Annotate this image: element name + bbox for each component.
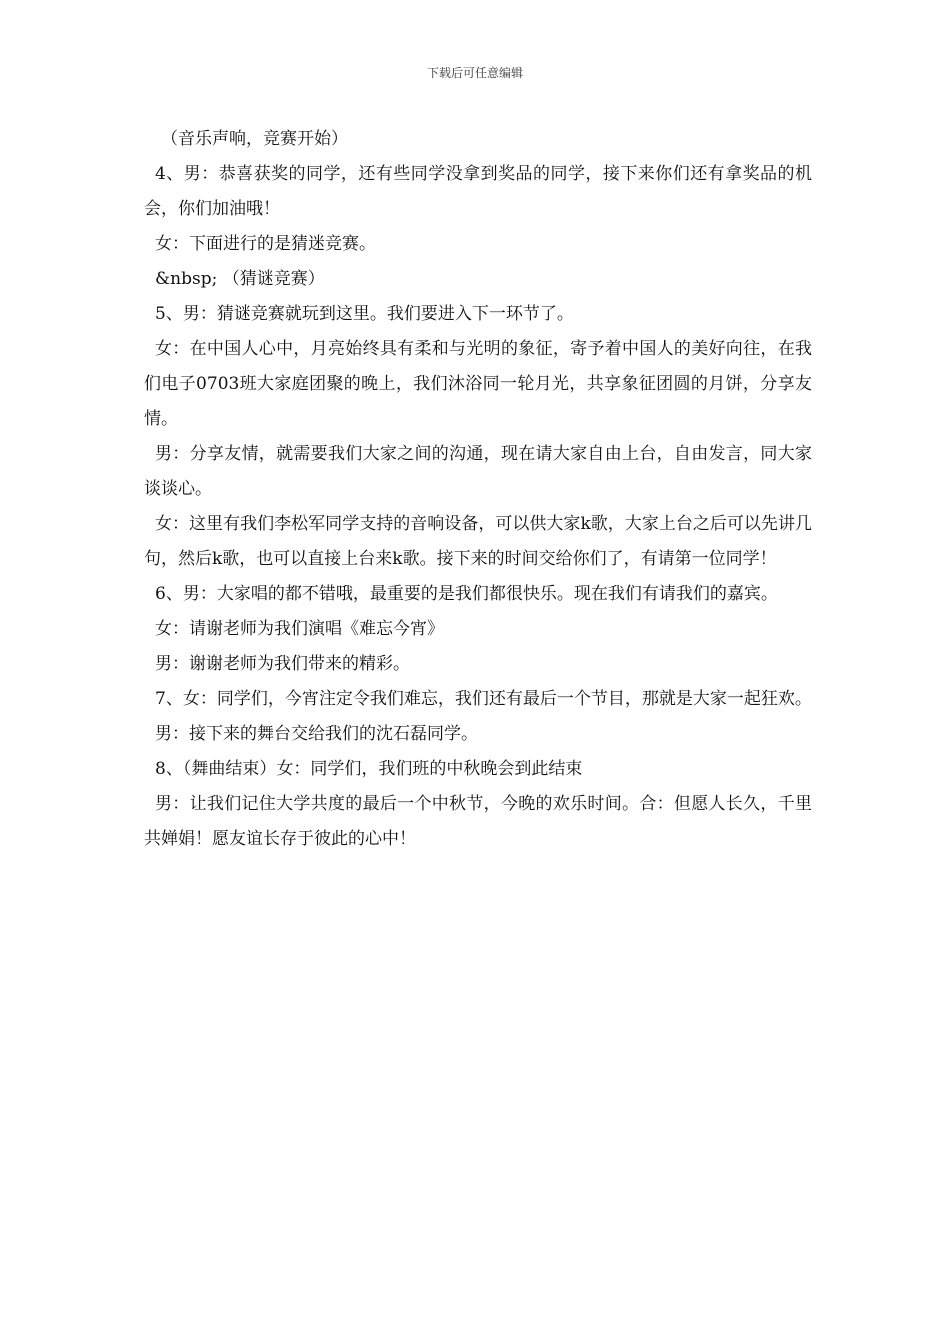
paragraph: 女：下面进行的是猜迷竞赛。 [155, 234, 376, 254]
paragraph: 男：谢谢老师为我们带来的精彩。 [155, 654, 410, 674]
paragraph: &nbsp; （猜谜竞赛） [155, 269, 325, 289]
paragraph: 女：这里有我们李松军同学支持的音响设备，可以供大家k歌，大家上台之后可以先讲几句，然后k歌，也可以直接上台来k歌。接下来的时间交给你们了，有请第一位同学！ [144, 514, 812, 569]
paragraph: 4、男：恭喜获奖的同学，还有些同学没拿到奖品的同学，接下来你们还有拿奖品的机会，你们加油哦！ [144, 164, 812, 219]
paragraph: 6、男：大家唱的都不错哦，最重要的是我们都很快乐。现在我们有请我们的嘉宾。 [155, 584, 778, 604]
page-header-note: 下载后可任意编辑 [426, 66, 523, 80]
paragraph: 男：分享友情，就需要我们大家之间的沟通，现在请大家自由上台，自由发言，同大家谈谈心。 [144, 444, 812, 499]
paragraph: 5、男：猜谜竞赛就玩到这里。我们要进入下一环节了。 [155, 304, 574, 324]
paragraph: 男：让我们记住大学共度的最后一个中秋节，今晚的欢乐时间。合：但愿人长久，千里共婵娟！愿友谊长存于彼此的心中！ [144, 794, 812, 849]
document-body [144, 122, 812, 857]
paragraph: 女：请谢老师为我们演唱《难忘今宵》 [155, 619, 444, 639]
paragraph: 女：在中国人心中，月亮始终具有柔和与光明的象征，寄予着中国人的美好向往，在我们电子0703班大家庭团聚的晚上，我们沐浴同一轮月光，共享象征团圆的月饼，分享友情。 [144, 339, 812, 429]
paragraph: 7、女：同学们，今宵注定令我们难忘，我们还有最后一个节目，那就是大家一起狂欢。 [155, 689, 812, 709]
paragraph: （音乐声响，竞赛开始） [161, 129, 348, 149]
paragraph: 男：接下来的舞台交给我们的沈石磊同学。 [155, 724, 478, 744]
paragraph: 8、（舞曲结束）女：同学们，我们班的中秋晚会到此结束 [155, 759, 583, 779]
